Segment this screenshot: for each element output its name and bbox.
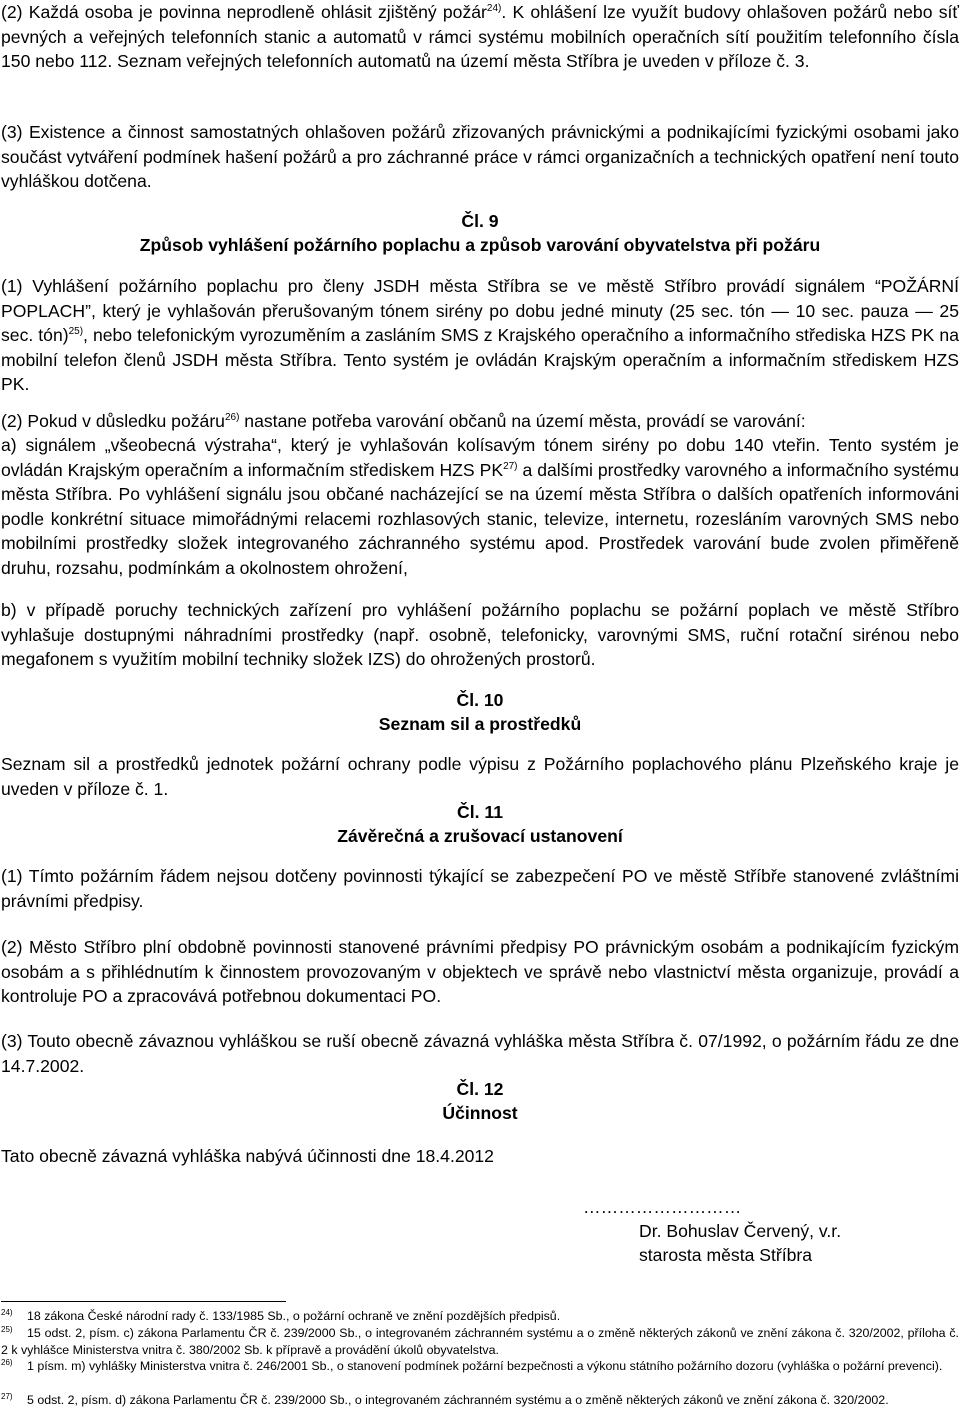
footnote-27 (1, 1392, 959, 1409)
footnote-ref-25[interactable]: 25) (68, 326, 84, 337)
art9-paragraph-2b: b) v případě poruchy technických zařízení pro vyhlášení požárního poplachu se požární poplach ve městě Stříbro vyhlašuje dostupnými náhradními prostředky (např. osobně, telefonicky, varovnými SMS, ruční rotační sirénou nebo megafonem s využitím mobilní techniky složek IZS) do ohrožených prostorů. (1, 600, 959, 669)
art9-p1-text-a: (1) Vyhlášení požárního poplachu pro členy JSDH města Stříbra se ve městě Stříbro provádí signálem “POŽÁRNÍ POPLACH”, který je vyhlašován přerušovaným tónem sirény po dobu jedné minuty (25 sec. tón — 10 sec. pauza — 25 sec. tón) (1, 276, 959, 345)
art9-paragraph-1 (1, 274, 959, 397)
art9-paragraph-2a (1, 433, 959, 580)
art12-paragraph-1: Tato obecně závazná vyhláška nabývá účinnosti dne 18.4.2012 (1, 1146, 494, 1166)
art12-number: Čl. 12 (456, 1079, 504, 1099)
art9-title: Způsob vyhlášení požárního poplachu a způsob varování obyvatelstva při požáru (139, 235, 821, 255)
footnote-text: 15 odst. 2, písm. c) zákona Parlamentu ČR č. 239/2000 Sb., o integrovaném záchranném systému a o změně některých zákonů ve znění zákona č. 320/2002, příloha č. 2 k vyhlášce Ministerstva vnitra č. 380/2002 Sb. k přípravě a provádění úkolů obyvatelstva. (1, 1326, 959, 1357)
footnote-text: 5 odst. 2, písm. d) zákona Parlamentu ČR č. 239/2000 Sb., o integrovaném záchranném systému a o změně některých zákonů ve znění zákona č. 320/2002. (27, 1393, 889, 1407)
art11-title: Závěrečná a zrušovací ustanovení (337, 826, 623, 846)
art11-paragraph-1: (1) Tímto požárním řádem nejsou dotčeny povinnosti týkající se zabezpečení PO ve městě Stříbře stanovené zvláštními právními předpisy. (1, 866, 959, 911)
footnote-text: 18 zákona České národní rady č. 133/1985 Sb., o požární ochraně ve znění pozdějších předpisů. (27, 1309, 561, 1323)
art9-p2a-text-a: a) signálem „všeobecná výstraha“, který je vyhlašován kolísavým tónem sirény po dobu 140 vteřin. Tento systém je ovládán Krajským operačním a informačním střediskem HZS PK (1, 435, 959, 480)
art9-number: Čl. 9 (461, 211, 499, 231)
signature-dots: ……………………… (583, 1197, 742, 1217)
art9-p2a-text-b: a dalšími prostředky varovného a informačního systému města Stříbra. Po vyhlášení signálu jsou občané nacházející se na území města Stříbra o dalších opatřeních informováni podle konkrétní situace mimořádnými relacemi rozhlasových stanic, televize, internetu, rozesláním varovných SMS nebo mobilními prostředky složek integrovaného záchranného systému apod. Prostředek varování bude zvolen přiměřeně druhu, rozsahu, podmínkám a okolnostem ohrožení, (1, 459, 959, 578)
art8-p2-text-a: (2) Každá osoba je povinna neprodleně ohlásit zjištěný požár (1, 2, 487, 22)
footnote-number: 24) (1, 1308, 13, 1317)
art9-p1-text-b: , nebo telefonickým vyrozuměním a zasláním SMS z Krajského operačního a informačního střediska HZS PK na mobilní telefon členů JSDH města Stříbra. Tento systém je ovládán Krajským operačním a informačním střediskem HZS PK. (1, 325, 959, 394)
art11-paragraph-3: (3) Touto obecně závaznou vyhláškou se ruší obecně závazná vyhláška města Stříbra č. 07/1992, o požárním řádu ze dne 14.7.2002. (1, 1031, 959, 1076)
art9-paragraph-2 (1, 409, 959, 434)
footnote-number: 26) (1, 1358, 13, 1367)
signature-name: Dr. Bohuslav Červený, v.r. (639, 1221, 842, 1241)
footnote-25 (1, 1325, 959, 1358)
signature-role: starosta města Stříbra (639, 1245, 813, 1265)
art12-title: Účinnost (442, 1103, 518, 1123)
art8-paragraph-2 (1, 0, 959, 74)
art10-number: Čl. 10 (456, 690, 504, 710)
footnote-divider (1, 1301, 286, 1302)
art8-p2-text-b: . K ohlášení lze využít budovy ohlašoven požárů nebo síť pevných a veřejných telefonních stanic a automatů v rámci systému mobilních operačních sítí použitím telefonního čísla 150 nebo 112. Seznam veřejných telefonních automatů na území města Stříbra je uveden v příloze č. 3. (1, 2, 959, 71)
footnote-24 (1, 1308, 959, 1325)
art9-p2-text-a: (2) Pokud v důsledku požáru (1, 411, 225, 431)
art10-title: Seznam sil a prostředků (378, 714, 582, 734)
art8-paragraph-3: (3) Existence a činnost samostatných ohlašoven požárů zřizovaných právnickými a podnikajícími fyzickými osobami jako součást vytváření podmínek hašení požárů a pro záchranné práce v rámci organizačních a technických opatření není touto vyhláškou dotčena. (1, 122, 959, 191)
art9-p2-text-b: nastane potřeba varování občanů na území města, provádí se varování: (239, 411, 806, 431)
footnote-ref-24[interactable]: 24) (486, 3, 502, 14)
art11-number: Čl. 11 (457, 802, 503, 822)
art10-paragraph-1: Seznam sil a prostředků jednotek požární ochrany podle výpisu z Požárního poplachového plánu Plzeňského kraje je uveden v příloze č. 1. (1, 754, 959, 799)
footnote-26 (1, 1358, 959, 1375)
footnote-ref-26[interactable]: 26) (224, 412, 240, 423)
footnote-number: 25) (1, 1325, 13, 1334)
footnote-number: 27) (1, 1392, 13, 1401)
footnote-text: 1 písm. m) vyhlášky Ministerstva vnitra č. 246/2001 Sb., o stanovení podmínek požární bezpečnosti a výkonu státního požárního dozoru (vyhláška o požární prevenci). (27, 1359, 943, 1373)
art11-paragraph-2: (2) Město Stříbro plní obdobně povinnosti stanovené právními předpisy PO právnickým osobám a podnikajícím fyzickým osobám a s přihlédnutím k činnostem provozovaným v objektech ve správě nebo vlastnictví města organizuje, provádí a kontroluje PO a zpracovává potřebnou dokumentaci PO. (1, 937, 959, 1006)
footnote-ref-27[interactable]: 27) (503, 460, 518, 472)
